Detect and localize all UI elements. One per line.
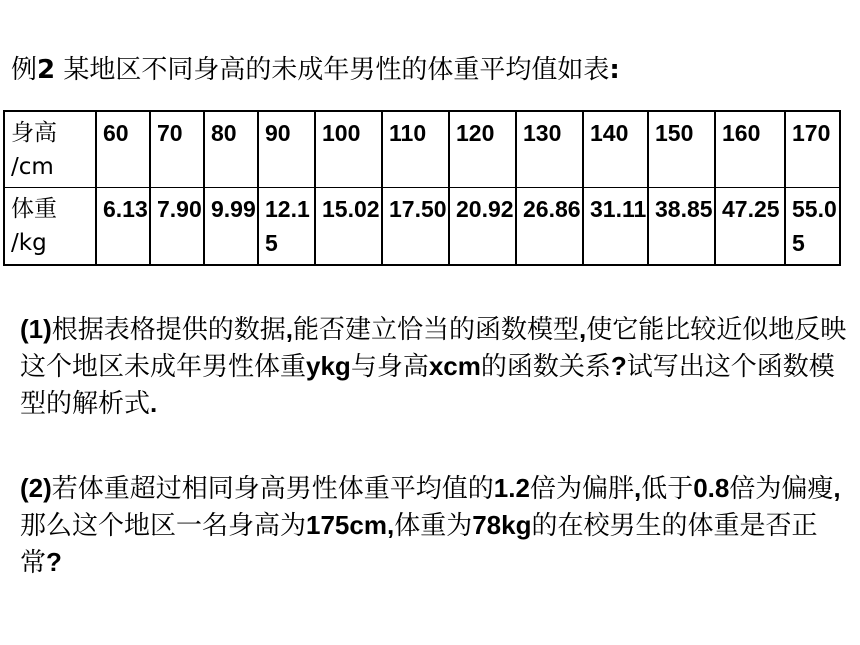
question-number-value: 78kg — [472, 510, 532, 540]
table-cell: 160 — [715, 111, 785, 187]
question-punct: ? — [610, 351, 627, 381]
question-text: 低于 — [641, 474, 694, 504]
question-var: ykg — [306, 351, 351, 381]
question-text: 的函数关系 — [480, 352, 611, 382]
table-cell: 80 — [204, 111, 258, 187]
title-text: 某地区不同身高的未成年男性的体重平均值如表 — [55, 55, 610, 85]
question-text: 那么这个地区一名身高为 — [20, 511, 307, 541]
question-text: 使它能比较近似地反映这个地区未成年男性体重 — [20, 315, 847, 382]
row-header-weight — [4, 187, 96, 265]
row-header-unit: /kg — [11, 229, 47, 256]
table-cell: 31.11 — [583, 187, 648, 265]
question-punct: , — [285, 314, 294, 344]
row-header-unit: /cm — [11, 154, 54, 180]
table-row-height — [4, 111, 840, 187]
table-cell: 7.90 — [150, 187, 204, 265]
question-number-value: 1.2 — [493, 473, 530, 503]
question-punct: , — [579, 314, 587, 344]
question-punct: . — [150, 388, 158, 418]
question-punct: ? — [46, 547, 62, 577]
table-cell: 70 — [150, 111, 204, 187]
question-text: 能否建立恰当的函数模型 — [293, 315, 580, 345]
question-1 — [20, 311, 850, 422]
question-text: 体重为 — [394, 511, 473, 541]
table-cell: 15.02 — [315, 187, 382, 265]
table-cell: 90 — [258, 111, 315, 187]
table-cell: 9.99 — [204, 187, 258, 265]
question-punct: , — [633, 473, 642, 503]
question-text: 试写出这个函数模型的解析式 — [20, 352, 835, 419]
row-header-line: 身高 — [11, 120, 57, 146]
question-var: xcm — [428, 351, 481, 381]
table-cell: 130 — [516, 111, 583, 187]
table-cell: 170 — [785, 111, 840, 187]
table-cell: 120 — [449, 111, 516, 187]
title-number: 2 — [37, 55, 56, 85]
table-cell: 38.85 — [648, 187, 715, 265]
question-number-value: 175cm, — [306, 510, 395, 540]
table-cell: 20.92 — [449, 187, 516, 265]
table-cell: 26.86 — [516, 187, 583, 265]
height-weight-table — [3, 110, 841, 266]
row-header-height — [4, 111, 96, 187]
table-cell: 150 — [648, 111, 715, 187]
table-cell: 47.25 — [715, 187, 785, 265]
table-cell: 6.13 — [96, 187, 150, 265]
question-number: (1) — [20, 314, 52, 344]
title-colon: : — [609, 55, 620, 85]
table-cell: 60 — [96, 111, 150, 187]
question-number: (2) — [20, 473, 52, 503]
row-header-line: 体重 — [11, 195, 57, 222]
table-cell: 100 — [315, 111, 382, 187]
table-cell: 110 — [382, 111, 449, 187]
table-cell: 17.50 — [382, 187, 449, 265]
table-cell: 55.05 — [785, 187, 840, 265]
table-cell: 12.15 — [258, 187, 315, 265]
title-prefix: 例 — [11, 55, 38, 85]
table-cell: 140 — [583, 111, 648, 187]
question-text: 与身高 — [350, 352, 429, 382]
question-text: 的在校男生的体重是否正常 — [20, 511, 818, 578]
question-text: 倍为偏胖 — [529, 474, 634, 504]
question-text: 若体重超过相同身高男性体重平均值的 — [51, 474, 494, 504]
example-title — [11, 52, 620, 88]
question-punct: , — [833, 473, 841, 503]
table-row-weight — [4, 187, 840, 265]
question-text: 根据表格提供的数据 — [51, 315, 286, 345]
question-number-value: 0.8 — [693, 473, 730, 503]
question-text: 倍为偏瘦 — [729, 474, 834, 504]
question-2 — [20, 470, 850, 581]
